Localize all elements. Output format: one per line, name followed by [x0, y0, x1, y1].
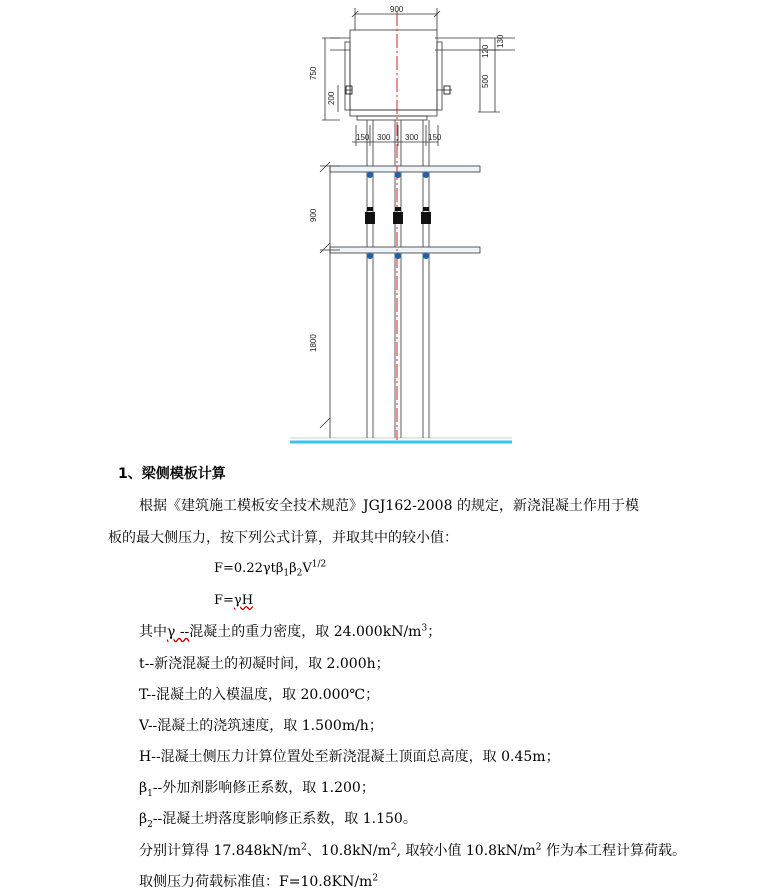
t-line: t--新浇混凝土的初凝时间，取 2.000h； [139, 656, 390, 672]
intro-line-2: 板的最大侧压力，按下列公式计算，并取其中的较小值： [108, 530, 458, 546]
dim-500: 500 [481, 74, 490, 88]
dim-200: 200 [327, 91, 336, 105]
dim-130: 130 [496, 34, 505, 48]
T-line: T--混凝土的入模温度，取 20.000℃； [139, 687, 380, 703]
dim-120: 120 [481, 44, 490, 58]
dim-spacing-1: 150 [356, 133, 370, 142]
beta1-line: $\beta_1--$外加剂影响修正系数，取 1.200； [139, 780, 375, 799]
dim-spacing-4: 150 [428, 133, 442, 142]
dim-900-left: 900 [309, 208, 318, 222]
standard-load-line: 取侧压力荷载标准值：$F=10.8KN/m^2$ [139, 873, 379, 890]
V-line: V--混凝土的浇筑速度，取 1.500m/h； [139, 718, 383, 734]
dim-1800-left: 1800 [309, 334, 318, 352]
dim-spacing-2: 300 [377, 133, 391, 142]
H-line: H--混凝土侧压力计算位置处至新浇混凝土顶面总高度，取 0.45m； [139, 749, 560, 765]
gamma-line: 其中γ --混凝土的重力密度，取 $24.000kN/m^3$； [139, 623, 442, 640]
result-line: 分别计算得 $17.848kN/m^2$、$10.8kN/m^2$, 取较小值 $10.8kN/m^2$ 作为本工程计算荷载。 [139, 842, 686, 859]
formula-1: $F=0.22\gamma t\beta_1\beta_2V^{1/2}$ [214, 559, 327, 579]
beta2-line: $\beta_2--$混凝土坍落度影响修正系数，取 1.150。 [139, 811, 417, 830]
dim-spacing-3: 300 [405, 133, 419, 142]
formula-2: F=γH [214, 593, 254, 608]
intro-line-1: 根据《建筑施工模板安全技术规范》JGJ162-2008 的规定，新浇混凝土作用于模 [139, 498, 639, 514]
dim-750: 750 [309, 66, 318, 80]
dim-top-900: 900 [390, 5, 404, 14]
section-heading: 1、梁侧模板计算 [118, 466, 226, 482]
